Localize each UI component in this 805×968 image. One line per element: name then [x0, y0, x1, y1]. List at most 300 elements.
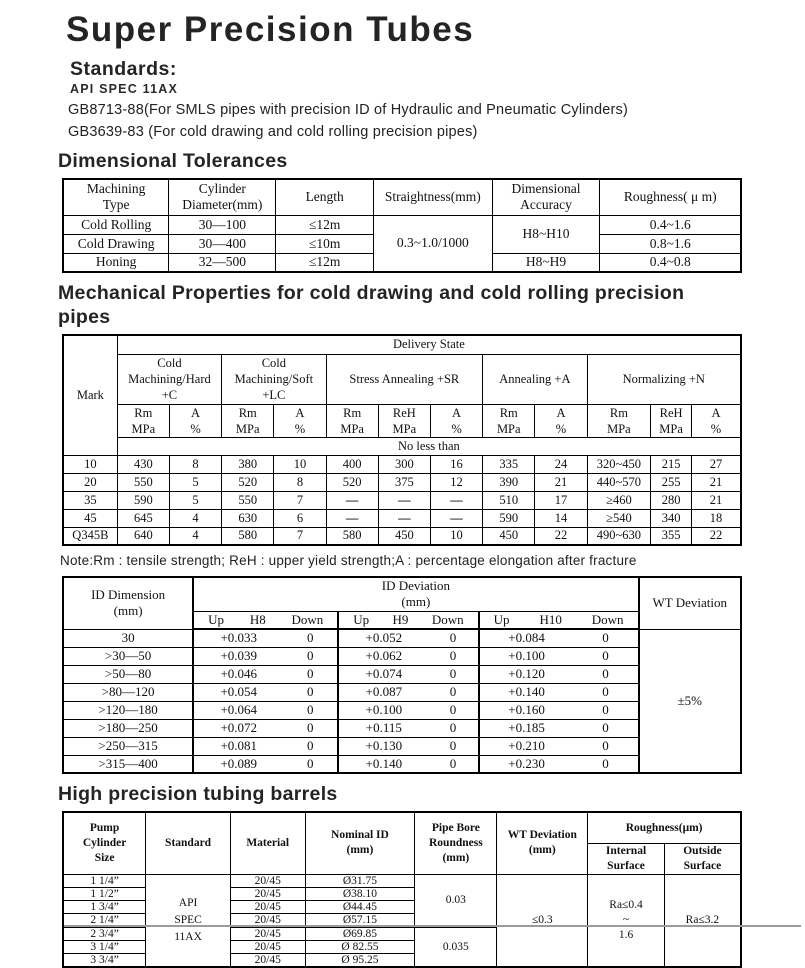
- text-line: ID Dimension: [91, 587, 166, 603]
- grade-label: H9: [392, 611, 409, 627]
- text-line: MPa: [496, 421, 521, 436]
- text-line: (mm): [442, 851, 470, 864]
- text-line: Cylinder: [198, 181, 246, 197]
- data-cell: 335: [483, 455, 535, 473]
- roundness-value-cell: 0.035: [415, 927, 497, 967]
- nominal-id-cell: Ø 82.55: [305, 940, 415, 953]
- column-header-id-dimension: [63, 577, 193, 629]
- standards-heading: Standards:: [70, 58, 177, 80]
- data-cell: ≥460: [587, 491, 651, 509]
- wt-deviation-value-cell: ≤0.3: [497, 874, 588, 967]
- text-line: %: [710, 421, 722, 436]
- column-header-roughness: Roughness( μ m): [600, 179, 741, 215]
- nominal-id-cell: Ø 95.25: [305, 953, 415, 967]
- data-cell: 380: [222, 455, 274, 473]
- data-cell: 0: [574, 755, 639, 773]
- data-cell: 10: [430, 527, 482, 545]
- data-cell: 0: [283, 683, 338, 701]
- no-less-than-cell: No less than: [117, 437, 741, 455]
- data-cell: 490~630: [587, 527, 651, 545]
- internal-surface-value-cell: [588, 874, 665, 967]
- data-cell: 0: [428, 665, 478, 683]
- data-cell: +0.062: [338, 647, 428, 665]
- data-cell: +0.052: [338, 629, 428, 647]
- mark-header-cell: Mark: [63, 335, 117, 455]
- column-header-straightness: Straightness(mm): [374, 179, 493, 215]
- nominal-id-cell: Ø69.85: [305, 927, 415, 941]
- text-line: Rm: [499, 405, 518, 420]
- text-line: Rm: [343, 405, 362, 420]
- data-cell: +0.100: [338, 701, 428, 719]
- data-cell: 255: [651, 473, 692, 491]
- size-cell: 3 1/4”: [63, 940, 146, 953]
- data-cell: Cold Rolling: [63, 215, 169, 234]
- data-cell: 590: [483, 509, 535, 527]
- subheader-reh: [378, 404, 430, 437]
- data-cell: 0: [574, 683, 639, 701]
- text-line: %: [451, 421, 462, 436]
- straightness-value-cell: 0.3~1.0/1000: [374, 215, 493, 272]
- data-cell: 8: [169, 455, 221, 473]
- data-cell: 520: [326, 473, 378, 491]
- data-cell: 0.4~1.6: [600, 215, 741, 234]
- data-cell: 300: [378, 455, 430, 473]
- section-heading-tubing-barrels: High precision tubing barrels: [58, 783, 338, 805]
- text-line: Pump: [89, 821, 120, 834]
- data-cell: 32—500: [169, 253, 276, 272]
- text-line: Machining/Hard: [128, 372, 211, 386]
- column-header-wt-deviation: [497, 812, 588, 874]
- data-cell: 0: [428, 755, 478, 773]
- accuracy-value-cell: H8~H10: [492, 215, 600, 253]
- data-cell: 0: [574, 665, 639, 683]
- data-cell: 0: [283, 737, 338, 755]
- subheader-rm: [222, 404, 274, 437]
- down-label: Down: [291, 611, 324, 627]
- data-cell: 0: [574, 719, 639, 737]
- dimension-cell: >50—80: [63, 665, 193, 683]
- data-cell: 375: [378, 473, 430, 491]
- nominal-id-cell: Ø38.10: [305, 887, 415, 900]
- mark-cell: 10: [63, 455, 117, 473]
- text-line: Surface: [683, 859, 722, 872]
- data-cell: —: [326, 491, 378, 509]
- mark-cell: Q345B: [63, 527, 117, 545]
- data-cell: 580: [222, 527, 274, 545]
- data-cell: 14: [535, 509, 587, 527]
- material-cell: 20/45: [230, 913, 305, 927]
- data-cell: +0.115: [338, 719, 428, 737]
- data-cell: 0: [283, 647, 338, 665]
- column-header-cylinder-diameter: [169, 179, 276, 215]
- data-cell: 580: [326, 527, 378, 545]
- text-line: A: [711, 405, 721, 420]
- up-grade-down-labels: [480, 612, 638, 628]
- page-bottom-divider: [64, 925, 801, 927]
- material-cell: 20/45: [230, 953, 305, 967]
- standard-value-cell: [146, 874, 231, 967]
- data-cell: 0.4~0.8: [600, 253, 741, 272]
- text-line: Accuracy: [520, 197, 572, 213]
- text-line: Machining/Soft: [234, 372, 314, 386]
- column-header-id-deviation: [193, 577, 638, 611]
- column-header-material: Material: [230, 812, 305, 874]
- data-cell: +0.072: [193, 719, 283, 737]
- column-header-nominal-id: [305, 812, 415, 874]
- data-cell: 550: [117, 473, 169, 491]
- data-cell: 30—100: [169, 215, 276, 234]
- dimension-cell: >120—180: [63, 701, 193, 719]
- data-cell: 18: [691, 509, 741, 527]
- text-line: %: [294, 421, 306, 436]
- table-row: [63, 629, 741, 647]
- table-header-row: [63, 179, 741, 215]
- column-header-pipe-bore-roundness: [415, 812, 497, 874]
- text-line: SPEC: [174, 913, 202, 926]
- table-header-row: [63, 812, 741, 843]
- data-cell: +0.130: [338, 737, 428, 755]
- data-cell: +0.100: [479, 647, 574, 665]
- data-cell: ≥540: [587, 509, 651, 527]
- dimension-cell: >180—250: [63, 719, 193, 737]
- text-line: +C: [161, 388, 178, 402]
- data-cell: +0.081: [193, 737, 283, 755]
- column-header-pump-cylinder-size: [63, 812, 146, 874]
- group-header-cold-machining-soft: [222, 354, 326, 404]
- data-cell: +0.230: [479, 755, 574, 773]
- data-cell: 550: [222, 491, 274, 509]
- page-title: Super Precision Tubes: [66, 10, 475, 49]
- table-header-row: [63, 577, 741, 611]
- text-line: 11AX: [174, 930, 202, 943]
- wt-deviation-value-cell: ±5%: [639, 629, 741, 773]
- up-grade-down-labels: [339, 612, 477, 628]
- text-line: Dimensional: [511, 181, 581, 197]
- dimensional-tolerances-table: [62, 178, 742, 273]
- text-line: Pipe Bore: [431, 821, 480, 834]
- text-line: 1.6: [618, 928, 634, 941]
- roundness-value-cell: 0.03: [415, 874, 497, 927]
- group-header-cold-machining-hard: [117, 354, 221, 404]
- outside-surface-value-cell: Ra≤3.2: [664, 874, 741, 967]
- text-line: Diameter(mm): [182, 197, 263, 213]
- data-cell: 0: [283, 755, 338, 773]
- data-cell: 12: [430, 473, 482, 491]
- data-cell: ≤12m: [276, 253, 374, 272]
- data-cell: 17: [535, 491, 587, 509]
- data-cell: 0: [283, 719, 338, 737]
- text-line: %: [555, 421, 567, 436]
- text-line: Surface: [607, 859, 645, 872]
- size-cell: 2 3/4”: [63, 927, 146, 941]
- dimension-cell: >30—50: [63, 647, 193, 665]
- section-heading-mechanical-properties: Mechanical Properties for cold drawing and cold rolling precision pipes: [58, 282, 685, 328]
- text-line: (mm): [401, 594, 431, 610]
- table-row: [63, 455, 741, 473]
- text-line: Cold: [261, 356, 286, 370]
- material-cell: 20/45: [230, 900, 305, 913]
- data-cell: +0.039: [193, 647, 283, 665]
- nominal-id-cell: Ø57.15: [305, 913, 415, 927]
- data-cell: 0: [283, 665, 338, 683]
- data-cell: Cold Drawing: [63, 234, 169, 253]
- data-cell: —: [378, 491, 430, 509]
- data-cell: 340: [651, 509, 692, 527]
- data-cell: 215: [651, 455, 692, 473]
- column-header-dimensional-accuracy: [492, 179, 600, 215]
- column-header-wt-deviation: WT Deviation: [639, 577, 741, 629]
- text-line: A: [556, 405, 566, 420]
- group-header-stress-annealing: Stress Annealing +SR: [326, 354, 483, 404]
- data-cell: 16: [430, 455, 482, 473]
- data-cell: 450: [378, 527, 430, 545]
- column-header-roughness: Roughness(μm): [588, 812, 741, 843]
- text-line: MPa: [340, 421, 364, 436]
- text-line: (mm): [346, 844, 374, 857]
- size-cell: 1 3/4”: [63, 900, 146, 913]
- text-line: Rm: [134, 405, 153, 420]
- group-header-annealing: Annealing +A: [483, 354, 587, 404]
- subheader-h10: [479, 611, 639, 629]
- data-cell: +0.064: [193, 701, 283, 719]
- table-row: [63, 509, 741, 527]
- data-cell: 4: [169, 509, 221, 527]
- data-cell: 21: [691, 473, 741, 491]
- data-cell: 27: [691, 455, 741, 473]
- subheader-h9: [338, 611, 478, 629]
- subheader-reh: [651, 404, 692, 437]
- data-cell: 10: [274, 455, 326, 473]
- subheader-a: [430, 404, 482, 437]
- data-cell: 0.8~1.6: [600, 234, 741, 253]
- up-label: Up: [208, 611, 225, 627]
- text-line: Ra≤0.4: [609, 898, 643, 911]
- data-cell: 440~570: [587, 473, 651, 491]
- subheader-rm: [117, 404, 169, 437]
- down-label: Down: [431, 611, 464, 627]
- material-cell: 20/45: [230, 874, 305, 887]
- data-cell: Honing: [63, 253, 169, 272]
- text-line: (mm): [528, 844, 556, 857]
- data-cell: +0.089: [193, 755, 283, 773]
- dimension-cell: 30: [63, 629, 193, 647]
- data-cell: 6: [274, 509, 326, 527]
- data-cell: +0.140: [479, 683, 574, 701]
- text-line: Size: [94, 851, 115, 864]
- data-cell: —: [378, 509, 430, 527]
- data-cell: ≤12m: [276, 215, 374, 234]
- mark-cell: 20: [63, 473, 117, 491]
- data-cell: +0.140: [338, 755, 428, 773]
- text-line: Outside: [683, 844, 722, 857]
- subheader-rm: [326, 404, 378, 437]
- data-cell: 645: [117, 509, 169, 527]
- dimension-cell: >80—120: [63, 683, 193, 701]
- dimension-cell: >250—315: [63, 737, 193, 755]
- text-line: Cylinder: [82, 836, 127, 849]
- text-line: MPa: [235, 421, 260, 436]
- table-row: [63, 527, 741, 545]
- data-cell: 0: [283, 629, 338, 647]
- down-label: Down: [591, 611, 624, 627]
- data-cell: +0.033: [193, 629, 283, 647]
- data-cell: 0: [283, 701, 338, 719]
- data-cell: +0.210: [479, 737, 574, 755]
- data-cell: 430: [117, 455, 169, 473]
- grade-label: H8: [249, 611, 266, 627]
- data-cell: —: [430, 491, 482, 509]
- text-line: Rm: [238, 405, 257, 420]
- data-cell: 0: [428, 701, 478, 719]
- text-line: Cold: [157, 356, 182, 370]
- data-cell: +0.160: [479, 701, 574, 719]
- data-cell: 0: [428, 647, 478, 665]
- material-cell: 20/45: [230, 887, 305, 900]
- mark-cell: 35: [63, 491, 117, 509]
- data-cell: 0: [574, 737, 639, 755]
- data-cell: 5: [169, 491, 221, 509]
- dimension-cell: >315—400: [63, 755, 193, 773]
- data-cell: 21: [691, 491, 741, 509]
- material-cell: 20/45: [230, 940, 305, 953]
- data-cell: 4: [169, 527, 221, 545]
- column-header-outside-surface: [664, 843, 741, 874]
- text-line: Roundness: [429, 836, 483, 849]
- data-cell: 590: [117, 491, 169, 509]
- size-cell: 2 1/4”: [63, 913, 146, 927]
- data-cell: 0: [428, 719, 478, 737]
- table-row: [63, 215, 741, 234]
- material-cell: 20/45: [230, 927, 305, 941]
- data-cell: 320~450: [587, 455, 651, 473]
- text-line: A: [295, 405, 305, 420]
- text-line: Internal: [605, 844, 647, 857]
- data-cell: 0: [428, 683, 478, 701]
- table-row: [63, 874, 741, 887]
- subheader-a: [169, 404, 221, 437]
- standard-api-spec: API SPEC 11AX: [70, 82, 179, 96]
- subheader-a: [274, 404, 326, 437]
- text-line: MPa: [607, 421, 631, 436]
- text-line: +LC: [262, 388, 286, 402]
- mechanical-properties-table: [62, 334, 742, 546]
- table-header-row: [63, 335, 741, 354]
- data-cell: +0.087: [338, 683, 428, 701]
- subheader-a: [691, 404, 741, 437]
- data-cell: 630: [222, 509, 274, 527]
- text-line: MPa: [392, 421, 417, 436]
- text-line: Machining: [86, 181, 146, 197]
- table-header-row: [63, 354, 741, 404]
- data-cell: 520: [222, 473, 274, 491]
- up-label: Up: [493, 611, 510, 627]
- text-line: (mm): [113, 603, 143, 619]
- size-cell: 3 3/4”: [63, 953, 146, 967]
- column-header-standard: Standard: [146, 812, 231, 874]
- subheader-rm: [483, 404, 535, 437]
- data-cell: 510: [483, 491, 535, 509]
- data-cell: +0.185: [479, 719, 574, 737]
- data-cell: 7: [274, 491, 326, 509]
- subheader-rm: [587, 404, 651, 437]
- group-header-normalizing: Normalizing +N: [587, 354, 741, 404]
- data-cell: 640: [117, 527, 169, 545]
- data-cell: 450: [483, 527, 535, 545]
- data-cell: ≤10m: [276, 234, 374, 253]
- table-note: Note:Rm : tensile strength; ReH : upper yield strength;A : percentage elongation after fracture: [60, 553, 637, 568]
- mark-cell: 45: [63, 509, 117, 527]
- table-header-row: [63, 437, 741, 455]
- data-cell: 5: [169, 473, 221, 491]
- data-cell: —: [430, 509, 482, 527]
- data-cell: —: [326, 509, 378, 527]
- tubing-barrels-table: [62, 811, 742, 968]
- data-cell: 30—400: [169, 234, 276, 253]
- data-cell: +0.084: [479, 629, 574, 647]
- column-header-length: Length: [276, 179, 374, 215]
- data-cell: 8: [274, 473, 326, 491]
- nominal-id-cell: Ø31.75: [305, 874, 415, 887]
- text-line: Rm: [609, 405, 628, 420]
- table-row: [63, 473, 741, 491]
- text-line: API: [178, 896, 198, 909]
- subheader-a: [535, 404, 587, 437]
- text-line: ReH: [659, 405, 683, 420]
- data-cell: +0.046: [193, 665, 283, 683]
- nominal-id-cell: Ø44.45: [305, 900, 415, 913]
- data-cell: 390: [483, 473, 535, 491]
- up-grade-down-labels: [194, 612, 337, 628]
- data-cell: 21: [535, 473, 587, 491]
- up-label: Up: [353, 611, 370, 627]
- delivery-state-header-cell: Delivery State: [117, 335, 741, 354]
- standard-gb8713: GB8713-88(For SMLS pipes with precision ID of Hydraulic and Pneumatic Cylinders): [68, 102, 628, 118]
- text-line: %: [190, 421, 201, 436]
- text-line: WT Deviation: [507, 829, 577, 842]
- table-header-row: [63, 404, 741, 437]
- standard-gb3639: GB3639-83 (For cold drawing and cold rolling precision pipes): [68, 124, 478, 140]
- data-cell: 24: [535, 455, 587, 473]
- id-deviation-table: [62, 576, 742, 774]
- text-line: MPa: [659, 421, 683, 436]
- column-header-internal-surface: [588, 843, 665, 874]
- data-cell: +0.074: [338, 665, 428, 683]
- data-cell: +0.054: [193, 683, 283, 701]
- text-line: Type: [102, 197, 130, 213]
- size-cell: 1 1/4”: [63, 874, 146, 887]
- text-line: ~: [622, 913, 630, 926]
- data-cell: +0.120: [479, 665, 574, 683]
- data-cell: 22: [535, 527, 587, 545]
- size-cell: 1 1/2”: [63, 887, 146, 900]
- data-cell: 0: [428, 629, 478, 647]
- data-cell: 355: [651, 527, 692, 545]
- grade-label: H10: [539, 611, 562, 627]
- table-row: [63, 491, 741, 509]
- data-cell: 280: [651, 491, 692, 509]
- data-cell: 400: [326, 455, 378, 473]
- section-heading-dimensional-tolerances: Dimensional Tolerances: [58, 150, 288, 172]
- data-cell: 0: [428, 737, 478, 755]
- subheader-h8: [193, 611, 338, 629]
- text-line: ID Deviation: [381, 578, 450, 594]
- text-line: Nominal ID: [331, 829, 389, 842]
- text-line: ReH: [392, 405, 416, 420]
- data-cell: 0: [574, 647, 639, 665]
- data-cell: 7: [274, 527, 326, 545]
- column-header-machining-type: [63, 179, 169, 215]
- text-line: MPa: [131, 421, 156, 436]
